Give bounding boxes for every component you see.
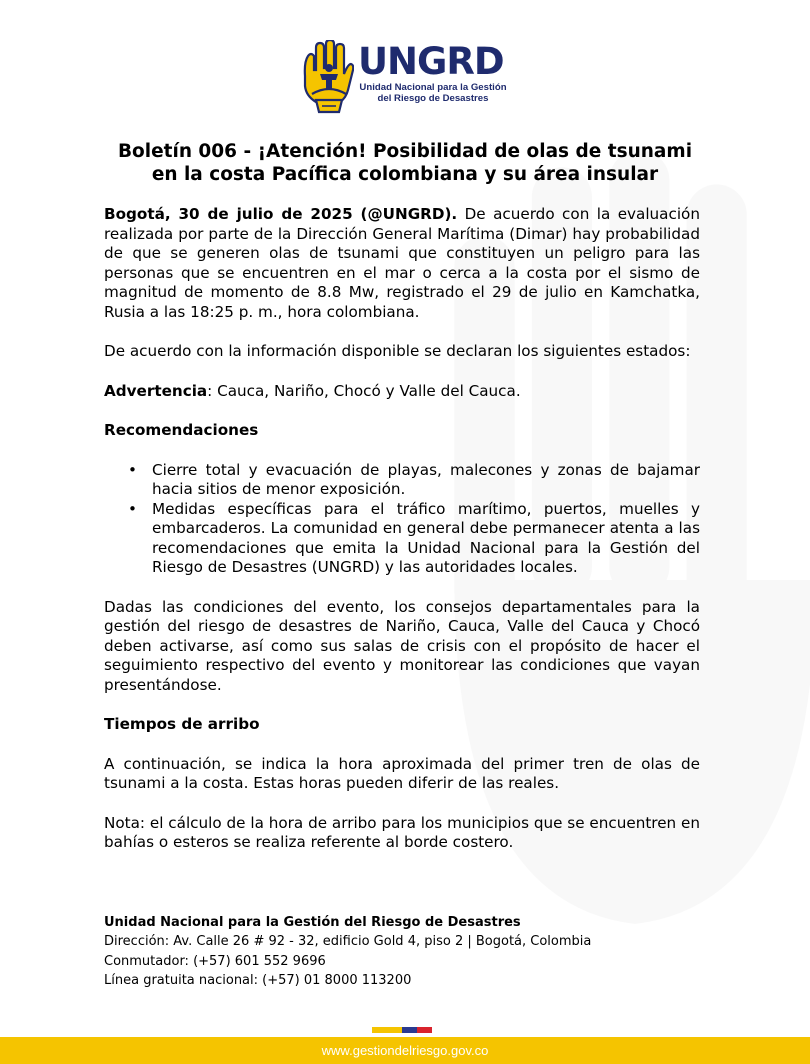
intro-dateline: Bogotá, 30 de julio de 2025 (@UNGRD). — [104, 205, 458, 223]
intro-paragraph — [104, 205, 700, 322]
recommendations-list — [104, 461, 700, 578]
warning-paragraph — [104, 382, 700, 402]
bulletin-body — [104, 205, 700, 853]
list-item: • Medidas específicas para el tráfico marítimo, puertos, muelles y embarcaderos. La comunidad en general debe permanecer atenta a las recomendaciones que emita la Unidad Nacional para la Gestión del Riesgo de Desastres (UNGRD) y las autoridades locales. — [104, 500, 700, 578]
footer-address: Dirección: Av. Calle 26 # 92 - 32, edificio Gold 4, piso 2 | Bogotá, Colombia — [104, 934, 592, 950]
colombia-flag-bar — [372, 1027, 432, 1033]
warning-text: : Cauca, Nariño, Chocó y Valle del Cauca. — [207, 381, 521, 400]
hand-icon — [302, 40, 354, 114]
logo-text — [358, 42, 508, 104]
logo-name: UNGRD — [358, 40, 504, 83]
website-link[interactable]: www.gestiondelriesgo.gov.co — [321, 1043, 489, 1058]
bulletin-title — [60, 140, 750, 186]
bulletin-title-line-2: en la costa Pacífica colombiana y su área insular — [151, 164, 659, 185]
flag-blue-stripe — [402, 1027, 417, 1033]
conditions-paragraph: Dadas las condiciones del evento, los consejos departamentales para la gestión del riesgo de desastres de Nariño, Cauca, Valle del Cauca y Chocó deben activarse, así como sus salas de crisis con el propósito de hacer el seguimiento respectivo del evento y monitorear las condiciones que vayan presentándose. — [104, 597, 700, 694]
footer-hotline: Línea gratuita nacional: (+57) 01 8000 113200 — [104, 973, 412, 989]
warning-label: Advertencia — [104, 381, 208, 400]
ungrd-logo — [302, 40, 512, 116]
intro-text: De acuerdo con la evaluación realizada por parte de la Dirección General Marítima (Dimar) hay probabilidad de que se generen olas de tsunami que constituyen un peligro para las personas que se encuentren en el mar o cerca a la costa por el sismo de magnitud de momento de 8.8 Mw, registrado el 29 de julio en Kamchatka, Rusia a las 18:25 p. m., hora colombiana. — [104, 205, 700, 321]
footer-phone: Conmutador: (+57) 601 552 9696 — [104, 953, 326, 969]
logo-subtitle-line-2: del Riesgo de Desastres — [377, 93, 489, 104]
bulletin-title-line-1: Boletín 006 - ¡Atención! Posibilidad de olas de tsunami — [117, 141, 693, 162]
logo-subtitle-line-1: Unidad Nacional para la Gestión — [359, 82, 507, 93]
note-paragraph: Nota: el cálculo de la hora de arribo para los municipios que se encuentren en bahías o esteros se realiza referente al borde costero. — [104, 813, 700, 851]
flag-yellow-stripe — [372, 1027, 402, 1033]
recommendations-heading: Recomendaciones — [104, 421, 259, 439]
footer-bar — [0, 1037, 810, 1064]
states-paragraph: De acuerdo con la información disponible se declaran los siguientes estados: — [104, 342, 691, 360]
list-item: • Cierre total y evacuación de playas, malecones y zonas de bajamar hacia sitios de menor exposición. — [104, 461, 700, 500]
arrival-heading: Tiempos de arribo — [104, 715, 260, 733]
flag-red-stripe — [417, 1027, 432, 1033]
arrival-paragraph: A continuación, se indica la hora aproximada del primer tren de olas de tsunami a la costa. Estas horas pueden diferir de las reales. — [104, 754, 700, 792]
footer-org-name: Unidad Nacional para la Gestión del Riesgo de Desastres — [104, 915, 521, 930]
contact-block — [104, 913, 591, 991]
